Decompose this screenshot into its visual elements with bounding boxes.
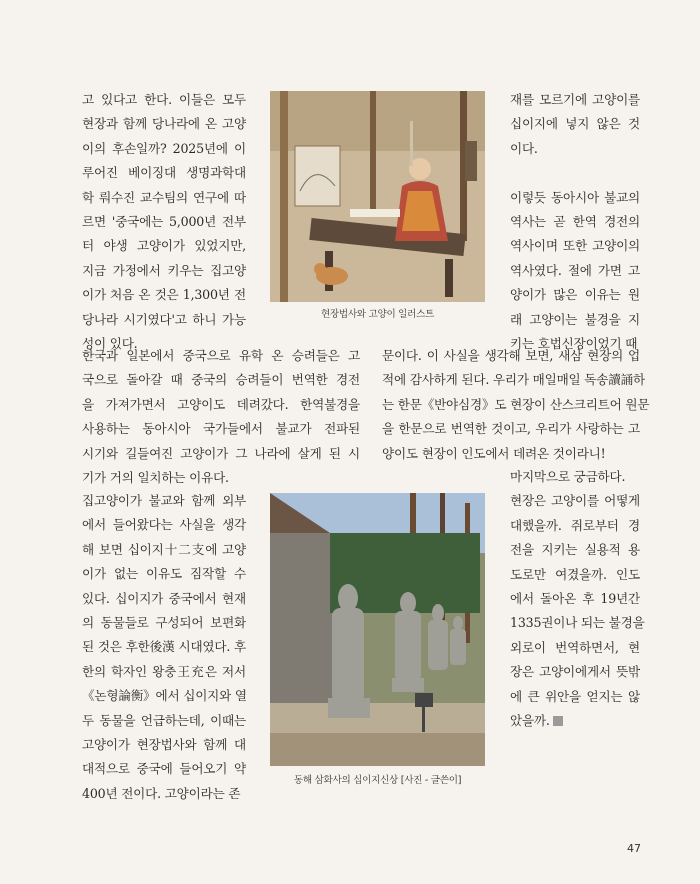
text-line: 한국과 일본에서 중국으로 유학 온 승려들은 고	[82, 348, 360, 363]
text-line: 이가 없는 이유도 짐작할 수	[82, 566, 246, 582]
text-line: 된 것은 후한後漢 시대였다. 후	[82, 639, 246, 655]
zodiac-statues-photo	[270, 493, 485, 766]
text-line: 재를 모르기에 고양이를	[510, 92, 640, 107]
figure-caption-1: 현장법사와 고양이 일러스트	[320, 309, 435, 320]
monk-and-cat-illustration	[270, 91, 485, 302]
text-line: 성이 있다.	[82, 335, 138, 351]
text-line: 적에 감사하게 된다. 우리가 매일매일 독송讀誦하	[382, 372, 645, 388]
text-line: 고양이가 현장법사와 함께 대	[82, 736, 246, 752]
page-number: 47	[627, 842, 641, 855]
text-line: 양이도 현장이 인도에서 데려온 것이라니!	[382, 445, 606, 461]
text-line: 도로만 여겼을까. 인도	[510, 566, 640, 582]
text-line: 시기와 길들여진 고양이가 그 나라에 살게 된 시	[82, 445, 360, 461]
text-line: 에서 돌아온 후 19년간	[510, 590, 640, 606]
left-top-column	[82, 88, 246, 356]
text-line: 키는 호법신장이었기 때	[510, 335, 638, 351]
text-line: 이렇듯 동아시아 불교의	[510, 189, 640, 205]
text-line: 두 동물을 언급하는데, 이때는	[82, 712, 246, 728]
text-line: 1335권이나 되는 불경을	[510, 615, 645, 631]
text-line: 래 고양이는 불경을 지	[510, 311, 640, 327]
text-line: 이의 후손일까? 2025년에 이	[82, 140, 246, 156]
text-line: 역사이며 또한 고양이의	[510, 238, 640, 254]
text-line: 이다.	[510, 140, 538, 156]
right-top-column	[510, 88, 640, 356]
text-line: 이가 처음 온 것은 1,300년 전	[82, 287, 246, 303]
text-line: 기가 거의 일치하는 이유다.	[82, 469, 229, 485]
text-line: 양이가 많은 이유는 원	[510, 287, 640, 303]
text-line: 당나라 시기였다'고 하니 가능	[82, 311, 246, 327]
text-line: 《논형論衡》에서 십이지와 열	[82, 688, 247, 704]
text-line: 현장은 고양이를 어떻게	[510, 493, 640, 509]
text-line: 학 뤄수진 교수팀의 연구에 따	[82, 189, 246, 205]
text-line: 외로이 번역하면서, 현	[510, 639, 640, 655]
text-line: 사용하는 동아시아 국가들에서 불교가 전파된	[82, 421, 360, 437]
text-line: 400년 전이다. 고양이라는 존	[82, 785, 241, 801]
figure-caption-2: 동해 삼화사의 십이지신상 [사진 - 글쓴이]	[293, 775, 462, 786]
right-bottom-column	[510, 465, 645, 733]
text-line: 의 동물들로 구성되어 보편화	[82, 614, 246, 630]
text-line: 르면 '중국에는 5,000년 전부	[82, 213, 246, 229]
text-line: 집고양이가 불교와 함께 외부	[82, 493, 246, 508]
text-line: 문이다. 이 사실을 생각해 보면, 새삼 현장의 업	[382, 348, 640, 363]
text-line: 루어진 베이징대 생명과학대	[82, 165, 246, 181]
text-line: 역사였다. 절에 가면 고	[510, 262, 640, 278]
text-line: 십이지에 넣지 않은 것	[510, 116, 640, 132]
text-line: 을 한문으로 번역한 것이고, 우리가 사랑하는 고	[382, 421, 640, 437]
text-line: 장은 고양이에게서 뜻밖	[510, 664, 640, 680]
text-line: 대적으로 중국에 들어오기 약	[82, 761, 246, 777]
text-line: 을 가져가면서 고양이도 데려갔다. 한역불경을	[82, 396, 360, 412]
text-line: 역사는 곧 한역 경전의	[510, 213, 640, 229]
text-line: 전을 지키는 실용적 용	[510, 542, 640, 558]
left-bottom-column	[82, 489, 246, 806]
text-line	[510, 161, 640, 185]
text-line: 한의 학자인 왕충王充은 저서	[82, 663, 246, 679]
text-line: 있다. 십이지가 중국에서 현재	[82, 590, 246, 606]
text-line: 았을까.	[510, 709, 640, 733]
text-line: 에 큰 위안을 얻지는 않	[510, 688, 640, 704]
text-line: 현장과 함께 당나라에 온 고양	[82, 116, 246, 132]
text-line: 고 있다고 한다. 이들은 모두	[82, 92, 246, 107]
text-line: 지금 가정에서 키우는 집고양	[82, 262, 246, 278]
text-line: 마지막으로 궁금하다.	[510, 469, 626, 484]
text-line: 에서 들어왔다는 사실을 생각	[82, 517, 246, 533]
text-line: 국으로 돌아갈 때 중국의 승려들이 번역한 경전	[82, 372, 360, 388]
text-line: 대했을까. 쥐로부터 경	[510, 517, 640, 533]
text-line: 는 한문《반야심경》도 현장이 산스크리트어 원문	[382, 396, 650, 412]
text-line: 해 보면 십이지十二支에 고양	[82, 541, 246, 557]
text-line: 터 야생 고양이가 있었지만,	[82, 238, 246, 254]
end-mark-icon	[553, 716, 563, 726]
